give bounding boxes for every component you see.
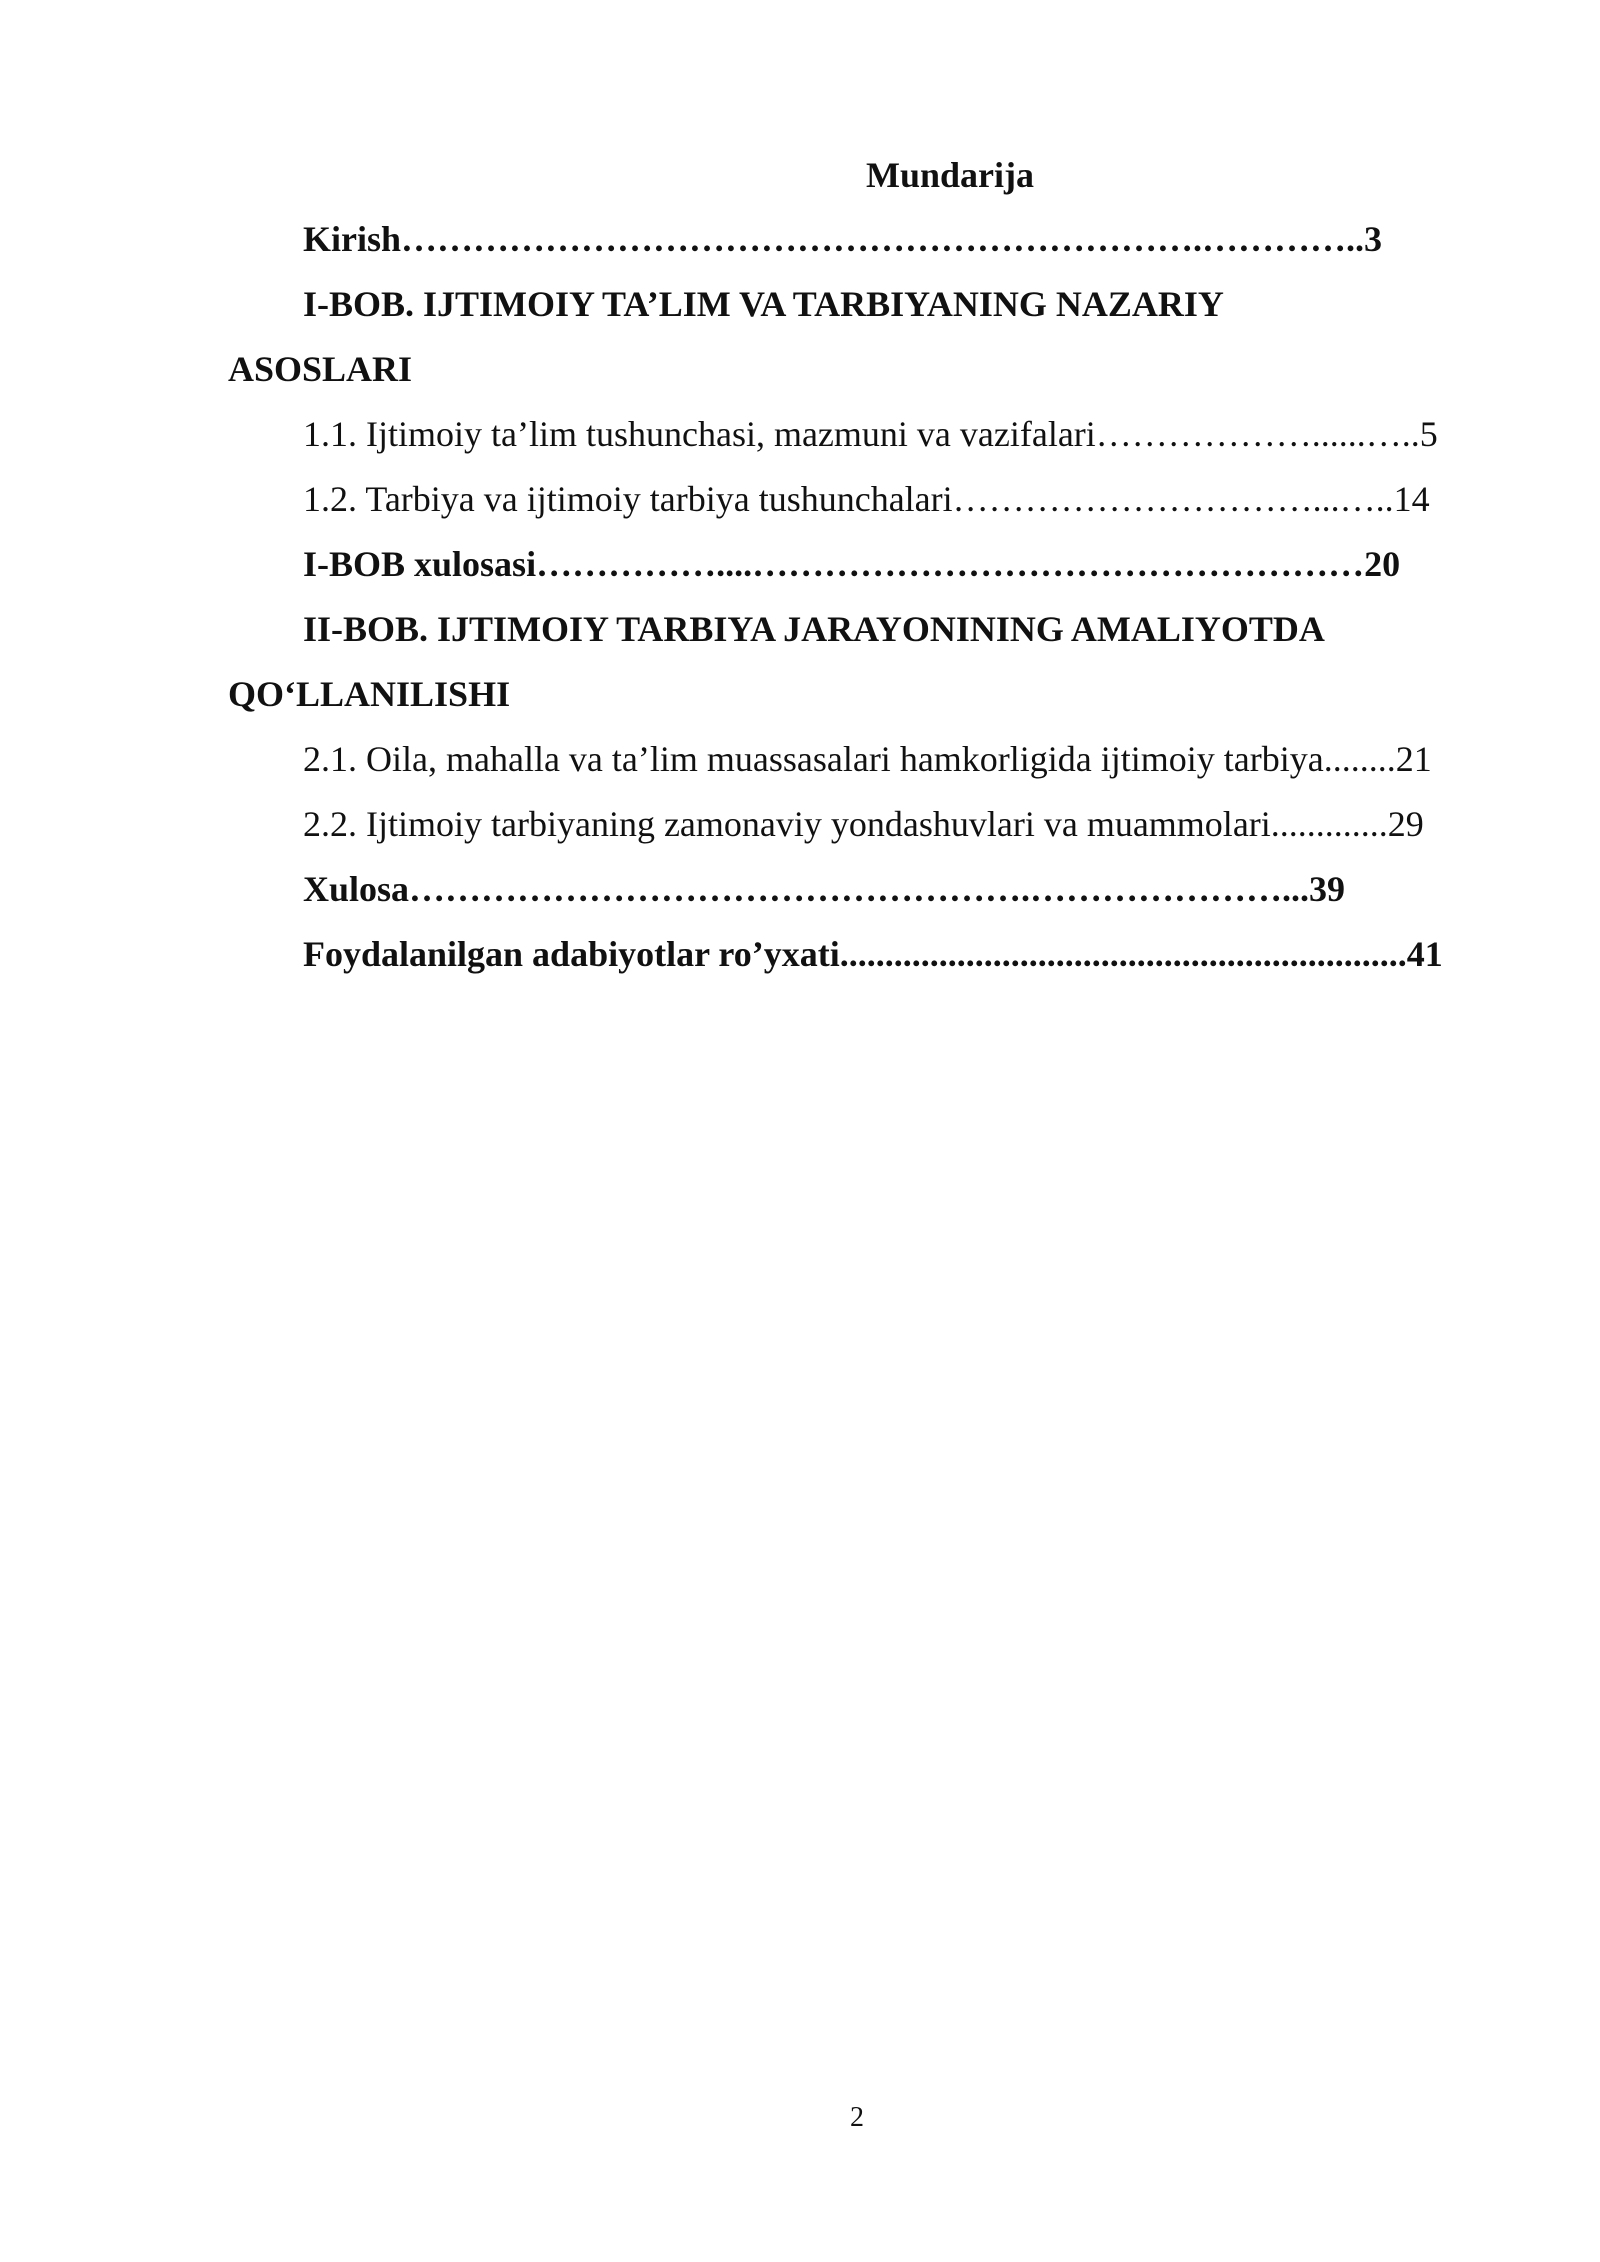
toc-chapter-2-heading: II-BOB. IJTIMOIY TARBIYA JARAYONINING AMALIYOTDA <box>303 609 1325 649</box>
toc-entry-chapter-1-conclusion: I-BOB xulosasi……………....……………………………………………20 <box>303 544 1401 584</box>
toc-entry-2-2: 2.2. Ijtimoiy tarbiyaning zamonaviy yondashuvlari va muammolari.............29 <box>303 804 1424 844</box>
page-number: 2 <box>850 2102 864 2133</box>
toc-chapter-1-heading-continued: ASOSLARI <box>228 349 413 389</box>
toc-title: Mundarija <box>865 155 1034 195</box>
toc-entry-xulosa: Xulosa…………………………………………….…………………...39 <box>303 869 1346 909</box>
toc-entry-2-1: 2.1. Oila, mahalla va ta’lim muassasalari hamkorligida ijtimoiy tarbiya........21 <box>303 739 1432 779</box>
toc-entry-bibliography: Foydalanilgan adabiyotlar ro’yxati...............................................................41 <box>303 934 1443 974</box>
toc-entry-1-1: 1.1. Ijtimoiy ta’lim tushunchasi, mazmuni va vazifalari………………......…..5 <box>303 414 1438 454</box>
toc-entry-kirish: Kirish………………………………………………………….…………..3 <box>303 219 1383 259</box>
toc-entry-1-2: 1.2. Tarbiya va ijtimoiy tarbiya tushunchalari…………………………...…..14 <box>303 479 1430 519</box>
toc-chapter-1-heading: I-BOB. IJTIMOIY TA’LIM VA TARBIYANING NAZARIY <box>303 284 1224 324</box>
toc-chapter-2-heading-continued: QO‘LLANILISHI <box>228 674 511 714</box>
